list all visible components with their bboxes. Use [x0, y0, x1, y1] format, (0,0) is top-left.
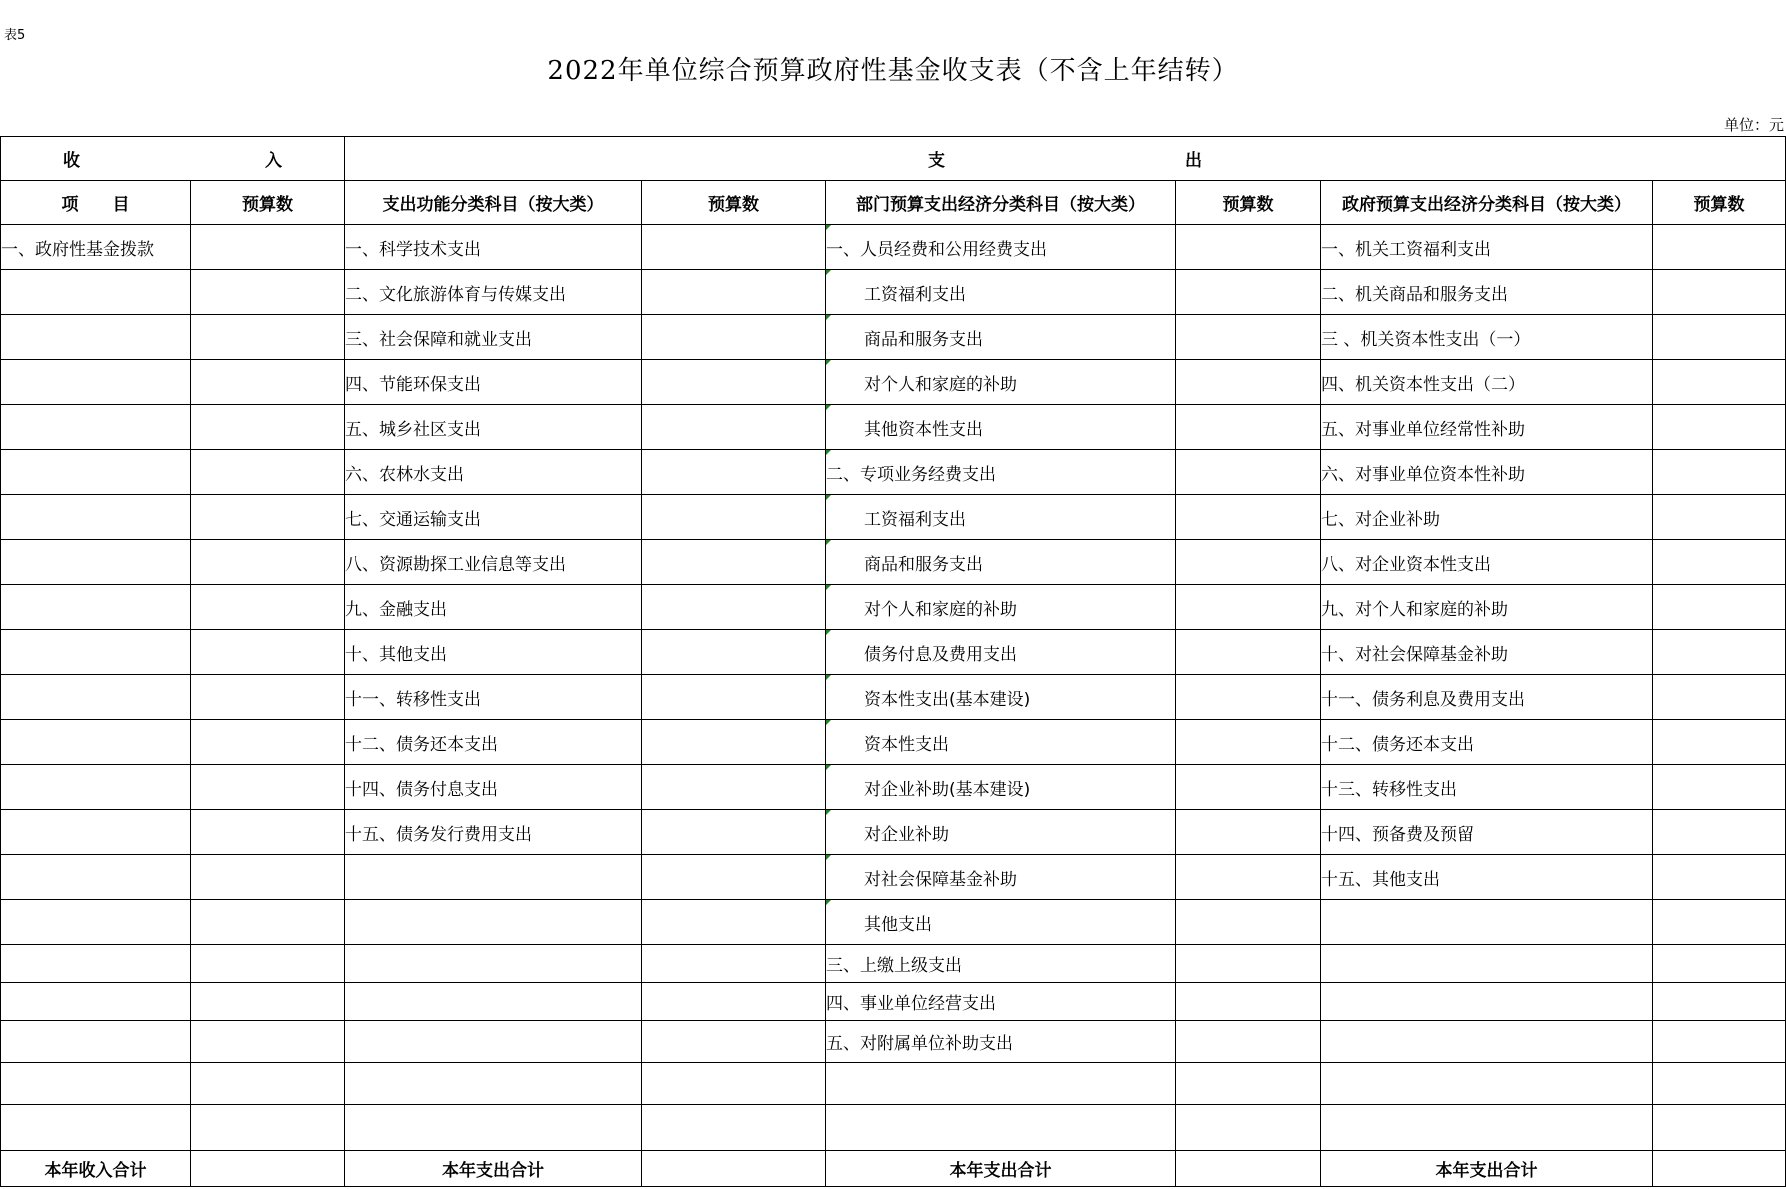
func-class-cell: 九、金融支出: [345, 585, 642, 630]
col-gov-econ: 政府预算支出经济分类科目（按大类）: [1321, 181, 1653, 225]
gov-econ-cell: 三 、机关资本性支出（一）: [1321, 315, 1653, 360]
income-item-cell: [1, 270, 191, 315]
func-class-cell: [345, 900, 642, 945]
dept-budget-cell: [1176, 765, 1321, 810]
expense-total-value-2: [1176, 1151, 1321, 1187]
table-row: [1, 585, 1786, 630]
income-item-cell: [1, 675, 191, 720]
func-class-cell: 七、交通运输支出: [345, 495, 642, 540]
func-budget-cell: [642, 1105, 826, 1151]
gov-budget-cell: [1653, 495, 1786, 540]
dept-econ-cell: 资本性支出: [826, 720, 1176, 765]
table-row: [1, 1063, 1786, 1105]
table-row: [1, 450, 1786, 495]
func-class-cell: [345, 855, 642, 900]
income-budget-cell: [191, 1105, 345, 1151]
income-item-cell: [1, 1021, 191, 1063]
func-budget-cell: [642, 450, 826, 495]
table-row: [1, 765, 1786, 810]
table-row: [1, 983, 1786, 1021]
table-row: [1, 675, 1786, 720]
func-class-cell: 一、科学技术支出: [345, 225, 642, 270]
dept-econ-cell: 一、人员经费和公用经费支出: [826, 225, 1176, 270]
func-class-cell: [345, 945, 642, 983]
gov-econ-cell: 五、对事业单位经常性补助: [1321, 405, 1653, 450]
income-budget-cell: [191, 405, 345, 450]
income-budget-cell: [191, 900, 345, 945]
gov-budget-cell: [1653, 450, 1786, 495]
func-budget-cell: [642, 495, 826, 540]
income-item-cell: [1, 315, 191, 360]
func-budget-cell: [642, 810, 826, 855]
dept-econ-cell: 商品和服务支出: [826, 540, 1176, 585]
dept-econ-cell: 工资福利支出: [826, 270, 1176, 315]
income-item-cell: [1, 405, 191, 450]
dept-econ-cell: 资本性支出(基本建设): [826, 675, 1176, 720]
expense-header: 支 出: [345, 137, 1786, 181]
func-budget-cell: [642, 630, 826, 675]
gov-budget-cell: [1653, 1105, 1786, 1151]
dept-budget-cell: [1176, 1105, 1321, 1151]
func-budget-cell: [642, 1063, 826, 1105]
dept-budget-cell: [1176, 675, 1321, 720]
gov-budget-cell: [1653, 675, 1786, 720]
dept-econ-cell: 债务付息及费用支出: [826, 630, 1176, 675]
dept-econ-cell: 其他支出: [826, 900, 1176, 945]
dept-econ-cell: 三、上缴上级支出: [826, 945, 1176, 983]
gov-econ-cell: [1321, 900, 1653, 945]
gov-budget-cell: [1653, 720, 1786, 765]
table-row: [1, 360, 1786, 405]
func-class-cell: 十四、债务付息支出: [345, 765, 642, 810]
dept-budget-cell: [1176, 360, 1321, 405]
gov-budget-cell: [1653, 270, 1786, 315]
income-budget-cell: [191, 315, 345, 360]
dept-econ-cell: 对个人和家庭的补助: [826, 585, 1176, 630]
dept-budget-cell: [1176, 405, 1321, 450]
dept-budget-cell: [1176, 945, 1321, 983]
income-item-cell: [1, 1063, 191, 1105]
gov-budget-cell: [1653, 983, 1786, 1021]
table-row: [1, 720, 1786, 765]
func-class-cell: 五、城乡社区支出: [345, 405, 642, 450]
income-budget-cell: [191, 360, 345, 405]
table-row: [1, 630, 1786, 675]
unit-label: 单位：元: [1723, 116, 1784, 134]
func-class-cell: [345, 1063, 642, 1105]
income-item-cell: [1, 810, 191, 855]
income-item-cell: 一、政府性基金拨款: [1, 225, 191, 270]
func-class-cell: 十二、债务还本支出: [345, 720, 642, 765]
gov-econ-cell: 六、对事业单位资本性补助: [1321, 450, 1653, 495]
income-budget-cell: [191, 983, 345, 1021]
dept-budget-cell: [1176, 720, 1321, 765]
gov-budget-cell: [1653, 765, 1786, 810]
table-row: [1, 810, 1786, 855]
dept-budget-cell: [1176, 810, 1321, 855]
func-class-cell: [345, 983, 642, 1021]
gov-econ-cell: [1321, 1063, 1653, 1105]
income-budget-cell: [191, 585, 345, 630]
func-budget-cell: [642, 720, 826, 765]
func-budget-cell: [642, 675, 826, 720]
func-budget-cell: [642, 360, 826, 405]
col-budget-2: 预算数: [642, 181, 826, 225]
income-budget-cell: [191, 675, 345, 720]
totals-row: [1, 1151, 1786, 1187]
func-class-cell: 三、社会保障和就业支出: [345, 315, 642, 360]
dept-econ-cell: 对企业补助: [826, 810, 1176, 855]
income-item-cell: [1, 630, 191, 675]
income-budget-cell: [191, 1021, 345, 1063]
dept-budget-cell: [1176, 630, 1321, 675]
gov-econ-cell: 二、机关商品和服务支出: [1321, 270, 1653, 315]
func-class-cell: [345, 1021, 642, 1063]
gov-budget-cell: [1653, 315, 1786, 360]
page-title: 2022年单位综合预算政府性基金收支表（不含上年结转）: [547, 56, 1239, 86]
func-budget-cell: [642, 270, 826, 315]
table-number: 表5: [4, 28, 26, 43]
income-item-cell: [1, 360, 191, 405]
func-budget-cell: [642, 225, 826, 270]
income-budget-cell: [191, 495, 345, 540]
table-row: [1, 1021, 1786, 1063]
gov-econ-cell: 十五、其他支出: [1321, 855, 1653, 900]
income-budget-cell: [191, 855, 345, 900]
col-budget-4: 预算数: [1653, 181, 1786, 225]
income-item-cell: [1, 765, 191, 810]
gov-budget-cell: [1653, 225, 1786, 270]
gov-econ-cell: 十四、预备费及预留: [1321, 810, 1653, 855]
table-row: [1, 855, 1786, 900]
func-budget-cell: [642, 585, 826, 630]
gov-econ-cell: 十、对社会保障基金补助: [1321, 630, 1653, 675]
dept-econ-cell: 四、事业单位经营支出: [826, 983, 1176, 1021]
income-item-cell: [1, 983, 191, 1021]
expense-total-label-2: 本年支出合计: [826, 1151, 1176, 1187]
func-budget-cell: [642, 855, 826, 900]
dept-budget-cell: [1176, 1021, 1321, 1063]
income-budget-cell: [191, 540, 345, 585]
dept-budget-cell: [1176, 315, 1321, 360]
income-item-cell: [1, 855, 191, 900]
col-dept-econ: 部门预算支出经济分类科目（按大类）: [826, 181, 1176, 225]
income-budget-cell: [191, 765, 345, 810]
func-budget-cell: [642, 405, 826, 450]
income-item-cell: [1, 945, 191, 983]
table-row: [1, 315, 1786, 360]
func-budget-cell: [642, 315, 826, 360]
gov-budget-cell: [1653, 360, 1786, 405]
gov-econ-cell: 十一、债务利息及费用支出: [1321, 675, 1653, 720]
income-item-cell: [1, 540, 191, 585]
gov-econ-cell: [1321, 1021, 1653, 1063]
col-item: 项 目: [1, 181, 191, 225]
func-class-cell: 十五、债务发行费用支出: [345, 810, 642, 855]
dept-budget-cell: [1176, 900, 1321, 945]
gov-budget-cell: [1653, 810, 1786, 855]
table-row: [1, 900, 1786, 945]
gov-econ-cell: 一、机关工资福利支出: [1321, 225, 1653, 270]
gov-budget-cell: [1653, 855, 1786, 900]
gov-budget-cell: [1653, 585, 1786, 630]
gov-econ-cell: 十二、债务还本支出: [1321, 720, 1653, 765]
income-budget-cell: [191, 630, 345, 675]
func-budget-cell: [642, 540, 826, 585]
income-budget-cell: [191, 270, 345, 315]
gov-econ-cell: 七、对企业补助: [1321, 495, 1653, 540]
income-budget-cell: [191, 810, 345, 855]
col-budget-1: 预算数: [191, 181, 345, 225]
dept-econ-cell: [826, 1105, 1176, 1151]
gov-budget-cell: [1653, 1063, 1786, 1105]
func-budget-cell: [642, 765, 826, 810]
dept-econ-cell: 对个人和家庭的补助: [826, 360, 1176, 405]
func-class-cell: 十一、转移性支出: [345, 675, 642, 720]
income-total-value: [191, 1151, 345, 1187]
income-item-cell: [1, 900, 191, 945]
income-header: 收 入: [1, 137, 345, 181]
gov-econ-cell: [1321, 945, 1653, 983]
income-item-cell: [1, 495, 191, 540]
dept-econ-cell: 其他资本性支出: [826, 405, 1176, 450]
gov-budget-cell: [1653, 1021, 1786, 1063]
income-budget-cell: [191, 1063, 345, 1105]
gov-econ-cell: [1321, 983, 1653, 1021]
gov-budget-cell: [1653, 900, 1786, 945]
gov-econ-cell: 八、对企业资本性支出: [1321, 540, 1653, 585]
dept-econ-cell: 二、专项业务经费支出: [826, 450, 1176, 495]
func-budget-cell: [642, 945, 826, 983]
dept-econ-cell: [826, 1063, 1176, 1105]
income-budget-cell: [191, 945, 345, 983]
expense-total-label-1: 本年支出合计: [345, 1151, 642, 1187]
income-item-cell: [1, 450, 191, 495]
col-budget-3: 预算数: [1176, 181, 1321, 225]
income-item-cell: [1, 720, 191, 765]
gov-budget-cell: [1653, 540, 1786, 585]
dept-budget-cell: [1176, 450, 1321, 495]
func-class-cell: 十、其他支出: [345, 630, 642, 675]
dept-econ-cell: 对企业补助(基本建设): [826, 765, 1176, 810]
table-row: [1, 495, 1786, 540]
gov-budget-cell: [1653, 405, 1786, 450]
table-row: [1, 1105, 1786, 1151]
table-row: [1, 405, 1786, 450]
func-budget-cell: [642, 983, 826, 1021]
func-budget-cell: [642, 1021, 826, 1063]
gov-econ-cell: [1321, 1105, 1653, 1151]
dept-budget-cell: [1176, 585, 1321, 630]
col-func-class: 支出功能分类科目（按大类）: [345, 181, 642, 225]
expense-total-label-3: 本年支出合计: [1321, 1151, 1653, 1187]
income-total-label: 本年收入合计: [1, 1151, 191, 1187]
func-class-cell: 二、文化旅游体育与传媒支出: [345, 270, 642, 315]
gov-econ-cell: 四、机关资本性支出（二）: [1321, 360, 1653, 405]
func-class-cell: 六、农林水支出: [345, 450, 642, 495]
dept-budget-cell: [1176, 1063, 1321, 1105]
dept-econ-cell: 五、对附属单位补助支出: [826, 1021, 1176, 1063]
income-budget-cell: [191, 720, 345, 765]
dept-budget-cell: [1176, 225, 1321, 270]
income-item-cell: [1, 1105, 191, 1151]
table-body: [1, 225, 1786, 1151]
func-class-cell: 四、节能环保支出: [345, 360, 642, 405]
table-row: [1, 225, 1786, 270]
dept-budget-cell: [1176, 270, 1321, 315]
dept-econ-cell: 对社会保障基金补助: [826, 855, 1176, 900]
gov-econ-cell: 十三、转移性支出: [1321, 765, 1653, 810]
func-class-cell: [345, 1105, 642, 1151]
income-budget-cell: [191, 225, 345, 270]
gov-budget-cell: [1653, 630, 1786, 675]
dept-econ-cell: 商品和服务支出: [826, 315, 1176, 360]
table-row: [1, 270, 1786, 315]
func-class-cell: 八、资源勘探工业信息等支出: [345, 540, 642, 585]
dept-budget-cell: [1176, 983, 1321, 1021]
table-row: [1, 945, 1786, 983]
func-budget-cell: [642, 900, 826, 945]
budget-table: [0, 136, 1786, 1187]
gov-econ-cell: 九、对个人和家庭的补助: [1321, 585, 1653, 630]
income-budget-cell: [191, 450, 345, 495]
dept-budget-cell: [1176, 495, 1321, 540]
dept-budget-cell: [1176, 540, 1321, 585]
gov-budget-cell: [1653, 945, 1786, 983]
table-row: [1, 540, 1786, 585]
expense-total-value-1: [642, 1151, 826, 1187]
header-row-columns: [1, 181, 1786, 225]
income-item-cell: [1, 585, 191, 630]
header-row-group: [1, 137, 1786, 181]
dept-econ-cell: 工资福利支出: [826, 495, 1176, 540]
dept-budget-cell: [1176, 855, 1321, 900]
expense-total-value-3: [1653, 1151, 1786, 1187]
